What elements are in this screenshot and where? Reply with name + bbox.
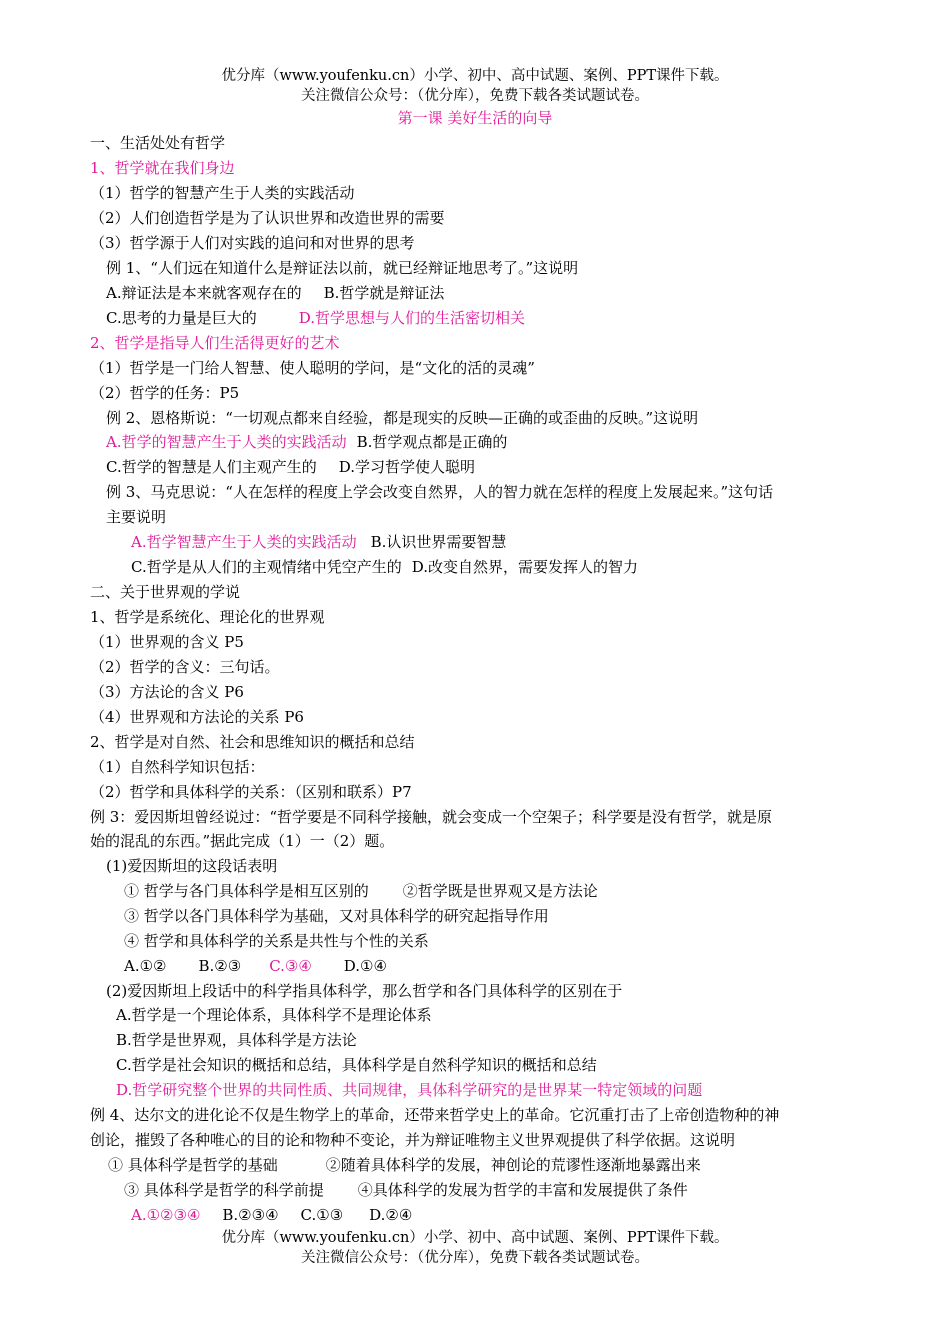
statement-row (124, 880, 598, 902)
option-row (131, 1204, 412, 1226)
subsection-heading: 1、哲学就在我们身边 (90, 159, 235, 177)
option-d-answer: D.哲学思想与人们的生活密切相关 (298, 309, 525, 327)
option-row (131, 531, 506, 553)
subsection-heading: 1、哲学是系统化、理论化的世界观 (90, 608, 325, 626)
footer-line-1: 优分库（www.youfenku.cn）小学、初中、高中试题、案例、PPT课件下载。 (221, 1230, 729, 1246)
section-heading: 二、关于世界观的学说 (90, 583, 241, 601)
option-a: A.①② (124, 957, 167, 975)
question: (2)爱因斯坦上段话中的科学指具体科学，那么哲学和各门具体科学的区别在于 (106, 982, 623, 1000)
option-a-answer: A.哲学智慧产生于人类的实践活动 (131, 533, 357, 551)
point-line: （1）哲学是一门给人智慧、使人聪明的学问，是“文化的活的灵魂” (90, 359, 535, 377)
statement-4: ④ 哲学和具体科学的关系是共性与个性的关系 (124, 932, 429, 950)
point-line: （2）哲学的任务：P5 (90, 384, 240, 402)
statement-2: ②哲学既是世界观又是方法论 (402, 882, 598, 900)
statement-3: ③ 具体科学是哲学的科学前提 (124, 1181, 324, 1199)
point-line: （1）世界观的含义 P5 (90, 633, 244, 651)
option-row (131, 556, 638, 578)
option-c: C.哲学是从人们的主观情绪中凭空产生的 (131, 558, 402, 576)
point-line: （1）自然科学知识包括： (90, 758, 265, 776)
option-a: A.哲学是一个理论体系，具体科学不是理论体系 (116, 1006, 432, 1024)
option-c: C.哲学的智慧是人们主观产生的 (106, 458, 317, 476)
option-a-answer: A.哲学的智慧产生于人类的实践活动 (106, 433, 347, 451)
option-c: C.哲学是社会知识的概括和总结，具体科学是自然科学知识的概括和总结 (116, 1056, 597, 1074)
option-row (106, 307, 525, 329)
example-stem: 例 4、达尔文的进化论不仅是生物学上的革命，还带来哲学史上的革命。它沉重打击了上帝创造物种的神 (90, 1106, 780, 1124)
option-row (106, 456, 475, 478)
example-stem: 例 2、恩格斯说：“一切观点都来自经验，都是现实的反映—正确的或歪曲的反映。”这说明 (106, 409, 699, 427)
statement-row (124, 1179, 688, 1201)
option-d: D.学习哲学使人聪明 (338, 458, 475, 476)
header-line-1: 优分库（www.youfenku.cn）小学、初中、高中试题、案例、PPT课件下载。 (221, 68, 729, 84)
option-d: D.①④ (343, 957, 387, 975)
point-line: （2）哲学的含义：三句话。 (90, 658, 280, 676)
option-b: B.②③ (198, 957, 242, 975)
option-a-answer: A.①②③④ (131, 1206, 201, 1224)
lesson-title: 第一课 美好生活的向导 (397, 109, 553, 127)
point-line: （3）哲学源于人们对实践的追问和对世界的思考 (90, 234, 415, 252)
option-d: D.②④ (369, 1206, 413, 1224)
option-b: B.认识世界需要智慧 (370, 533, 507, 551)
point-line: （3）方法论的含义 P6 (90, 683, 244, 701)
option-b: B.哲学是世界观，具体科学是方法论 (116, 1031, 357, 1049)
point-line: （2）人们创造哲学是为了认识世界和改造世界的需要 (90, 209, 445, 227)
option-b: B.②③④ (222, 1206, 279, 1224)
option-c-answer: C.③④ (269, 957, 312, 975)
option-row (106, 431, 507, 453)
statement-1: ① 具体科学是哲学的基础 (108, 1156, 278, 1174)
footer-line-2: 关注微信公众号：（优分库），免费下载各类试题试卷。 (301, 1250, 649, 1266)
point-line: （4）世界观和方法论的关系 P6 (90, 708, 304, 726)
option-d: D.改变自然界，需要发挥人的智力 (411, 558, 638, 576)
header-line-2: 关注微信公众号：（优分库），免费下载各类试题试卷。 (301, 88, 649, 104)
example-stem: 例 1、“人们远在知道什么是辩证法以前，就已经辩证地思考了。”这说明 (106, 259, 579, 277)
statement-2: ②随着具体科学的发展，神创论的荒谬性逐渐地暴露出来 (325, 1156, 701, 1174)
example-stem: 例 3、马克思说：“人在怎样的程度上学会改变自然界，人的智力就在怎样的程度上发展起来。”这句话 (106, 483, 774, 501)
option-a: A.辩证法是本来就客观存在的 (106, 284, 302, 302)
point-line: （1）哲学的智慧产生于人类的实践活动 (90, 184, 355, 202)
point-line: （2）哲学和具体科学的关系：（区别和联系）P7 (90, 783, 412, 801)
statement-3: ③ 哲学以各门具体科学为基础，又对具体科学的研究起指导作用 (124, 907, 549, 925)
option-row (106, 282, 444, 304)
question: (1)爱因斯坦的这段话表明 (106, 857, 278, 875)
subsection-heading: 2、哲学是对自然、社会和思维知识的概括和总结 (90, 733, 415, 751)
section-heading: 一、生活处处有哲学 (90, 134, 226, 152)
option-c: C.①③ (300, 1206, 344, 1224)
option-b: B.哲学就是辩证法 (323, 284, 445, 302)
option-c: C.思考的力量是巨大的 (106, 309, 257, 327)
example-stem-cont: 始的混乱的东西。”据此完成（1）一（2）题。 (90, 832, 395, 850)
subsection-heading: 2、哲学是指导人们生活得更好的艺术 (90, 334, 340, 352)
example-stem: 例 3：爱因斯坦曾经说过：“哲学要是不同科学接触，就会变成一个空架子；科学要是没有哲学，就是原 (90, 808, 772, 826)
statement-row (108, 1154, 701, 1176)
option-d-answer: D.哲学研究整个世界的共同性质、共同规律，具体科学研究的是世界某一特定领域的问题 (116, 1081, 703, 1099)
example-stem-cont: 主要说明 (106, 508, 167, 526)
option-b: B.哲学观点都是正确的 (356, 433, 508, 451)
statement-1: ① 哲学与各门具体科学是相互区别的 (124, 882, 369, 900)
statement-4: ④具体科学的发展为哲学的丰富和发展提供了条件 (357, 1181, 688, 1199)
option-row (124, 955, 387, 977)
example-stem-cont: 创论，摧毁了各种唯心的目的论和物种不变论，并为辩证唯物主义世界观提供了科学依据。这说明 (90, 1131, 736, 1149)
